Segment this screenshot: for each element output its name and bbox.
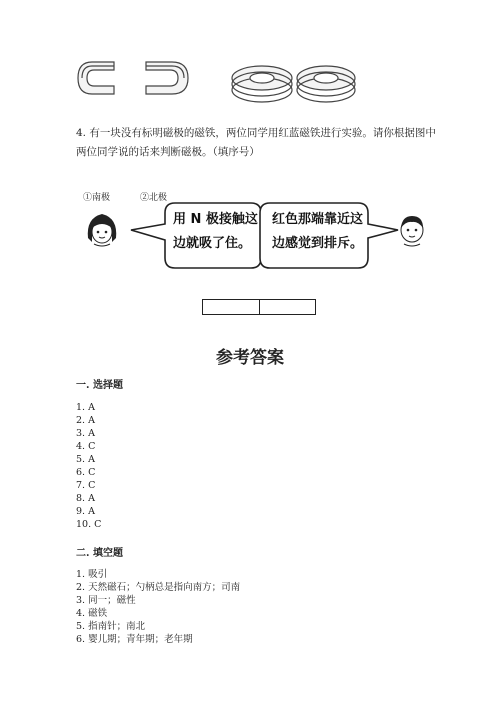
bubble-right-text [272, 208, 363, 256]
answer-item: 2. A [76, 415, 95, 426]
answer-item: 1. 吸引 [76, 569, 108, 580]
section-fill-answers [76, 568, 240, 646]
section-choice-heading: 一. 选择题 [76, 380, 123, 391]
section-choice-answers [76, 401, 101, 531]
answer-item: 8. A [76, 493, 95, 504]
question-line-1: 4. 有一块没有标明磁极的磁铁，两位同学用红蓝磁铁进行实验。请你根据图中 [76, 127, 436, 139]
bubble-left-line-1: 用 N 极接触这 [173, 212, 258, 227]
bubble-left-line-2: 边就吸了住。 [173, 236, 252, 251]
answer-item: 2. 天然磁石；勺柄总是指向南方；司南 [76, 582, 241, 593]
answer-item: 4. 磁铁 [76, 608, 108, 619]
magnet-illustration [70, 52, 360, 112]
question-line-2: 两位同学说的话来判断磁极。（填序号） [76, 146, 260, 158]
label-south-pole: ①南极 [83, 193, 111, 203]
answer-item: 7. C [76, 480, 96, 491]
bubble-right-line-1: 红色那端靠近这 [272, 212, 364, 227]
answer-item: 4. C [76, 441, 96, 452]
answer-item: 3. A [76, 428, 95, 439]
answer-item: 9. A [76, 506, 95, 517]
section-fill-heading: 二. 填空题 [76, 548, 123, 559]
answer-item: 3. 同一；磁性 [76, 595, 136, 606]
answer-title: 参考答案 [216, 348, 284, 368]
answer-box-2[interactable] [259, 299, 316, 315]
bubble-right-line-2: 边感觉到排斥。 [272, 236, 364, 251]
boy-student-icon [396, 212, 428, 248]
question-text [76, 124, 436, 162]
girl-student-icon [82, 208, 122, 250]
label-north-pole: ②北极 [140, 193, 168, 203]
answer-box-1[interactable] [202, 299, 260, 315]
answer-item: 1. A [76, 402, 95, 413]
answer-item: 6. C [76, 467, 96, 478]
answer-item: 5. 指南针；南北 [76, 621, 146, 632]
answer-item: 5. A [76, 454, 95, 465]
bubble-left-text [173, 208, 258, 256]
answer-item: 10. C [76, 519, 102, 530]
answer-item: 6. 婴儿期；青年期；老年期 [76, 634, 193, 645]
